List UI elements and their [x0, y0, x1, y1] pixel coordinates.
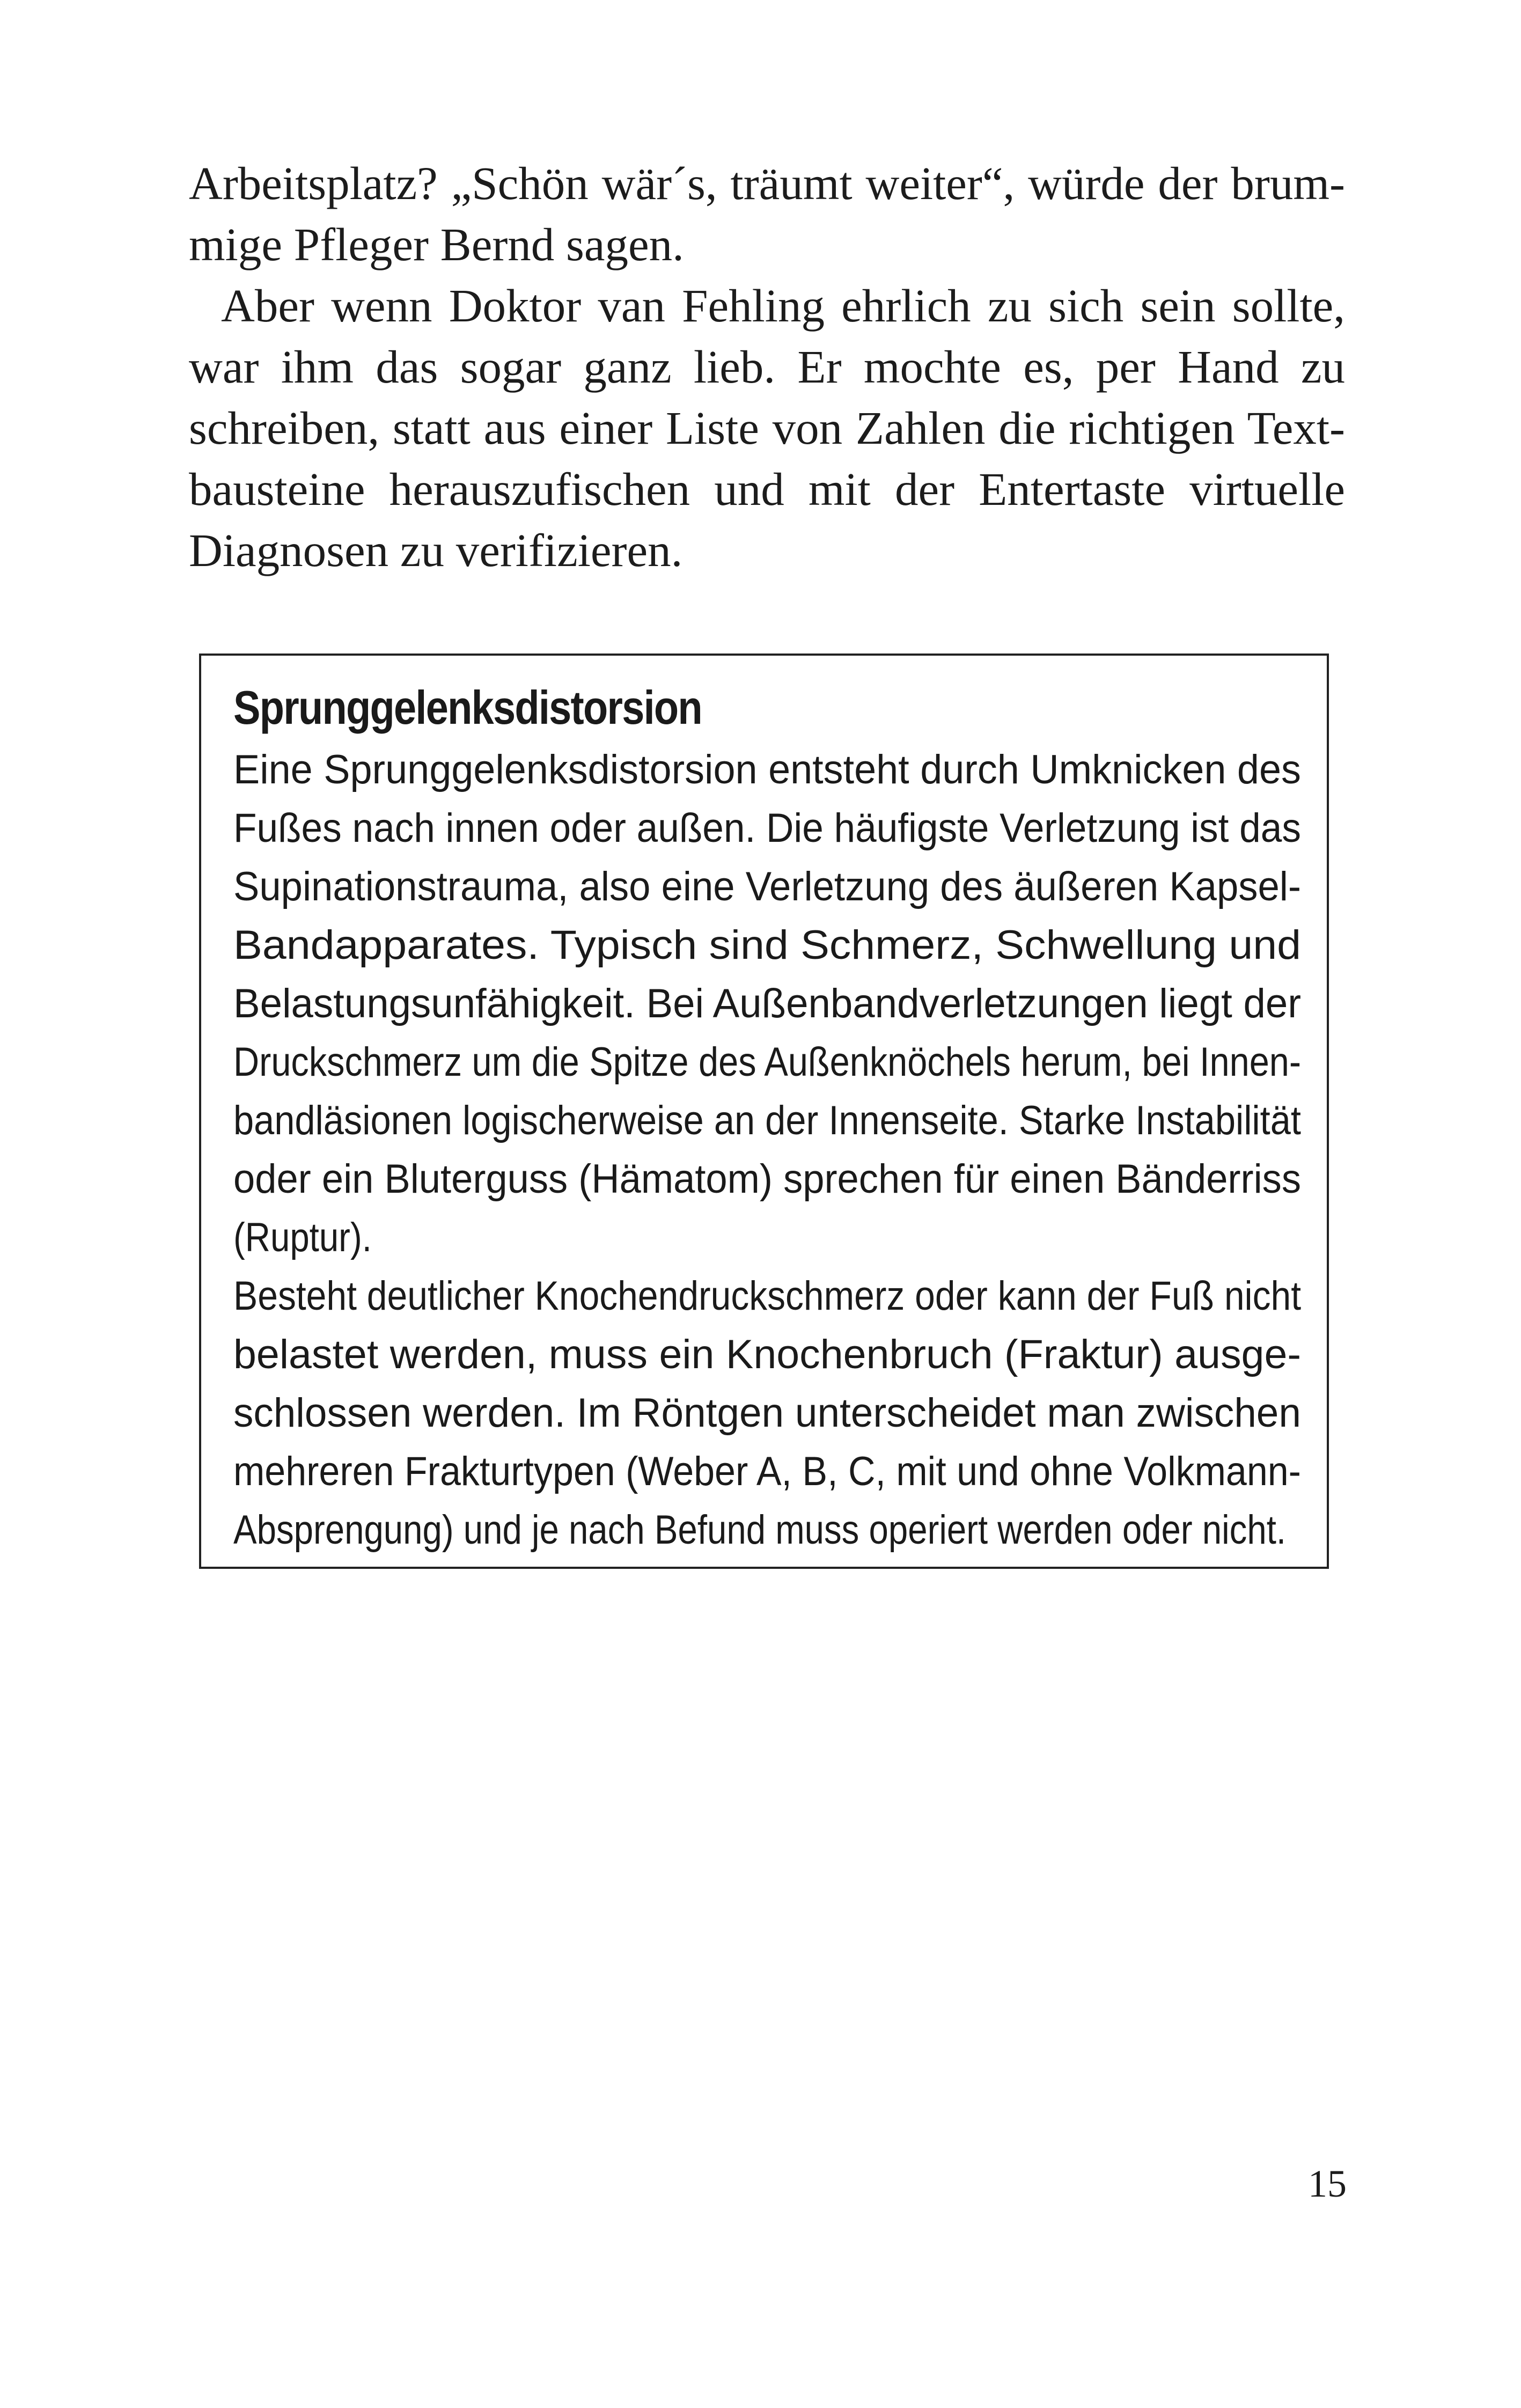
info-box-line	[233, 1267, 1301, 1325]
info-box-line	[233, 1091, 1301, 1150]
text-line: Arbeitsplatz? „Schön wär´s, träumt weiter“, würde der brum-	[189, 157, 1345, 209]
info-box-line	[233, 916, 1301, 974]
text-line: war ihm das sogar ganz lieb. Er mochte es, per Hand zu	[189, 341, 1345, 393]
info-box-line-text: Eine Sprunggelenksdistorsion entsteht durch Umknicken des	[233, 747, 1301, 792]
info-box-line	[233, 857, 1301, 916]
info-box-line	[233, 740, 1301, 799]
info-box-line	[233, 1033, 1301, 1091]
info-box	[199, 654, 1329, 1569]
info-box-line	[233, 1150, 1301, 1208]
text-line: Aber wenn Doktor van Fehling ehrlich zu sich sein sollte,	[221, 280, 1345, 332]
info-box-line-text: Bandapparates. Typisch sind Schmerz, Schwellung und	[233, 922, 1302, 968]
info-box-line-text: belastet werden, muss ein Knochenbruch (Fraktur) ausge-	[233, 1332, 1302, 1377]
info-box-line-text: Besteht deutlicher Knochendruckschmerz oder kann der Fuß nicht	[233, 1273, 1302, 1319]
page-number: 15	[1308, 2162, 1347, 2205]
body-text	[189, 153, 1345, 581]
info-box-line-text: schlossen werden. Im Röntgen unterscheidet man zwischen	[233, 1390, 1301, 1436]
info-box-line-text: (Ruptur).	[233, 1215, 372, 1260]
info-box-line	[233, 1442, 1301, 1501]
info-box-line	[233, 1501, 1301, 1559]
info-box-line	[233, 1208, 1301, 1267]
info-box-line-text: bandläsionen logischerweise an der Innenseite. Starke Instabilität	[233, 1098, 1301, 1143]
info-box-line-text: Fußes nach innen oder außen. Die häufigste Verletzung ist das	[233, 805, 1301, 851]
info-box-line-text: Druckschmerz um die Spitze des Außenknöchels herum, bei Innen-	[233, 1039, 1302, 1085]
info-box-title: Sprunggelenksdistorsion	[233, 681, 702, 734]
info-box-line-text: Belastungsunfähigkeit. Bei Außenbandverletzungen liegt der	[233, 981, 1302, 1026]
text-line: schreiben, statt aus einer Liste von Zahlen die richtigen Text-	[189, 402, 1345, 454]
text-line: mige Pfleger Bernd sagen.	[189, 218, 684, 270]
info-box-line-text: mehreren Frakturtypen (Weber A, B, C, mit und ohne Volkmann-	[233, 1449, 1301, 1494]
info-box-line-text: oder ein Bluterguss (Hämatom) sprechen für einen Bänderriss	[233, 1156, 1302, 1202]
text-line: Diagnosen zu verifizieren.	[189, 524, 683, 576]
info-box-line-text: Supinationstrauma, also eine Verletzung des äußeren Kapsel-	[233, 864, 1302, 909]
info-box-line	[233, 974, 1301, 1033]
info-box-line-text: Absprengung) und je nach Befund muss operiert werden oder nicht.	[233, 1507, 1287, 1553]
info-box-line	[233, 1384, 1301, 1442]
text-line: bausteine herauszufischen und mit der Entertaste virtuelle	[189, 463, 1345, 515]
info-box-line	[233, 1325, 1301, 1384]
info-box-body	[233, 740, 1301, 1559]
info-box-line	[233, 799, 1301, 857]
